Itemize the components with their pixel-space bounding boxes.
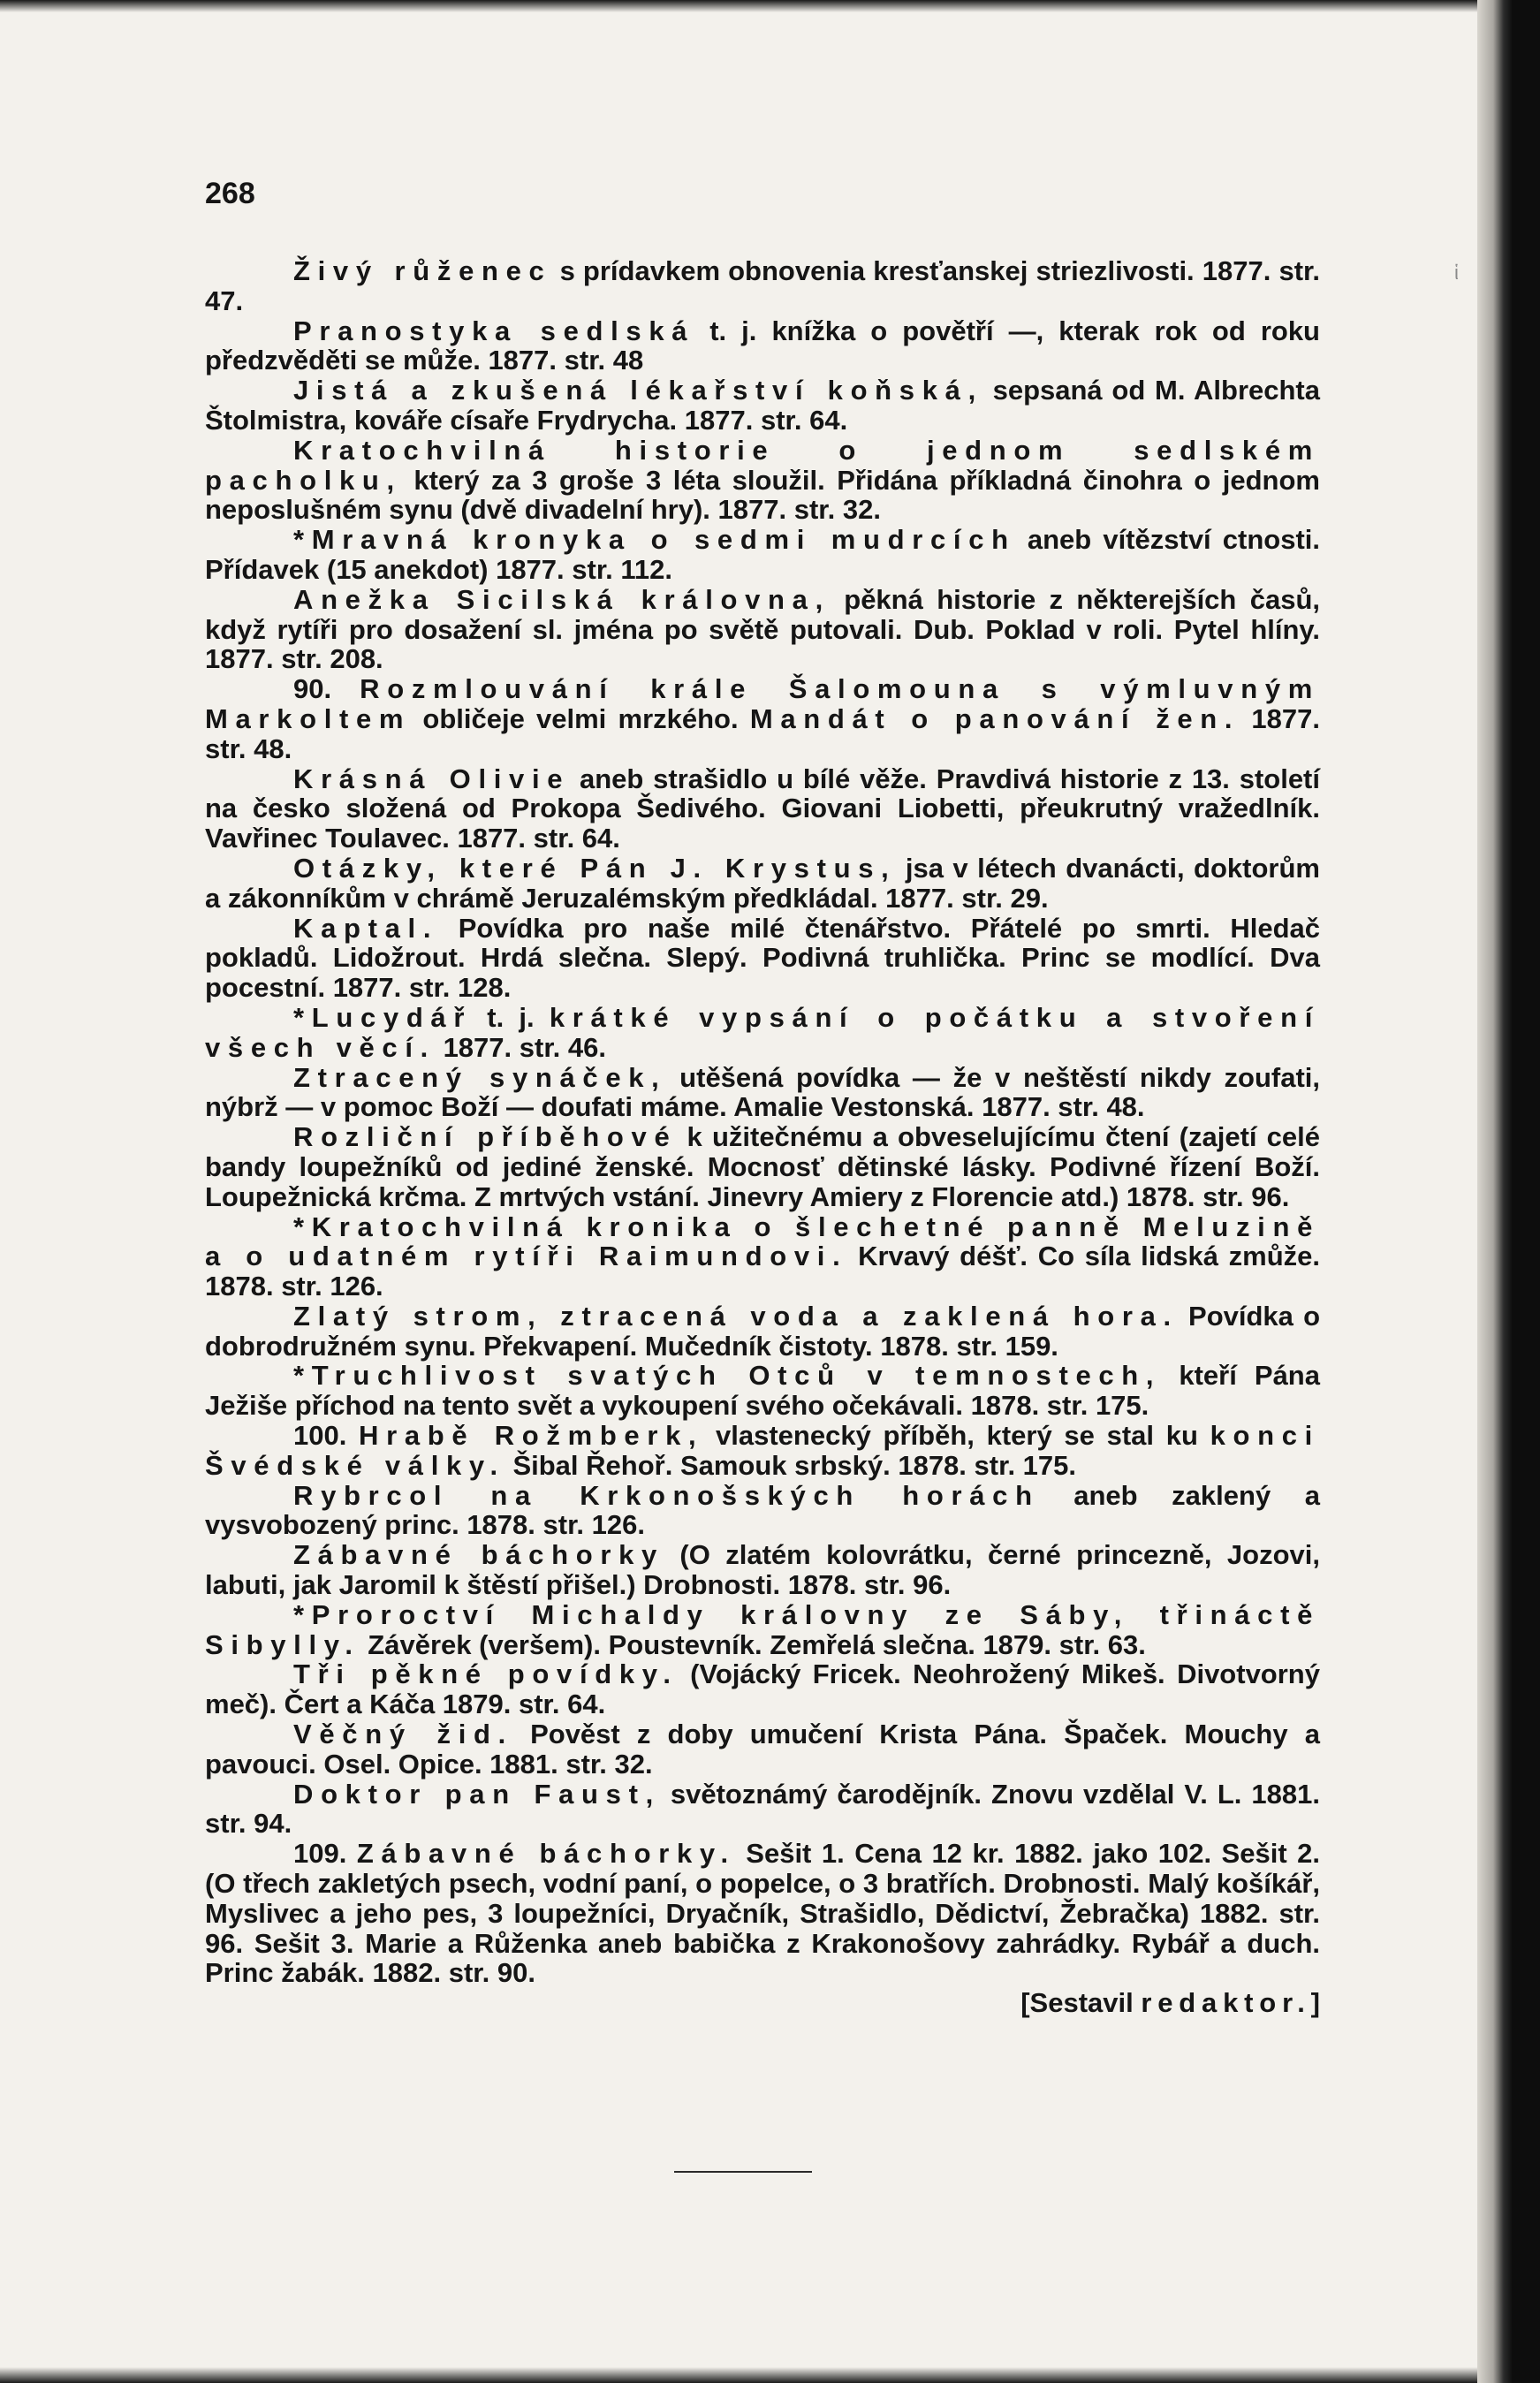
entry-title: Kaptal.: [293, 912, 439, 944]
entry-title: Živý růženec: [293, 255, 552, 286]
entry-title: Rozmlouvání krále Šalomouna s výmluvným Markoltem: [205, 673, 1320, 734]
entry-title-secondary: Mandát o panování žen.: [749, 702, 1240, 734]
list-item: [205, 1780, 1320, 1840]
list-item: [205, 1540, 1320, 1600]
entry-title: Pranostyka sedlská: [293, 315, 695, 346]
entry-title: Rybrcol na Krkonošských horách: [293, 1479, 1040, 1511]
signature-prefix: [Sestavil: [1020, 1987, 1142, 2019]
entry-title-secondary: konci Švédské války.: [205, 1420, 1320, 1481]
list-item: [205, 1600, 1320, 1660]
entry-title: Věčný žid.: [293, 1719, 513, 1750]
entry-text: (Vojácký Fricek. Neohrožený Mikeš. Divotvorný meč). Čert a Káča 1879. str. 64.: [205, 1658, 1320, 1720]
entry-title: Zábavné báchorky.: [356, 1838, 736, 1870]
list-item: [205, 1063, 1320, 1123]
entry-title: *Mravná kronyka o sedmi mudrcích: [293, 524, 1016, 556]
entry-text: t. j.: [472, 1001, 550, 1033]
entry-text: Sešit 1. Cena 12 kr. 1882. jako 102. Sešit 2. (O třech zakletých psech, vodní paní, o popelce, o 3 bratřích. Drobnosti. Malý košíkář, Myslivec a jeho pes, 3 loupežníci, Dryačník, Strašidlo, Dědictví, Žebračka) 1882. str. 96. Sešit 3. Marie a Růženka aneb babička z Krakonošovy zahrádky. Rybář a duch. Princ žabák. 1882. str. 90.: [205, 1838, 1320, 1989]
entry-text: sepsaná od M. Albrechta Štolmistra, kováře císaře Frydrycha. 1877. str. 64.: [205, 375, 1320, 436]
entry-text: s prídavkem obnovenia kresťanskej striezlivosti. 1877. str. 47.: [205, 255, 1320, 316]
entry-title: *Kratochvilná kronika o šlechetné panně Meluzině a o udatném rytíři Raimundovi.: [205, 1210, 1320, 1272]
entry-title: Doktor pan Faust,: [293, 1778, 661, 1810]
entry-text: vlastenecký příběh, který se stal ku: [703, 1420, 1210, 1452]
entry-title: Kratochvilná historie o jednom sedlském pacholku,: [205, 434, 1320, 496]
entry-title: Anežka Sicilská královna,: [293, 583, 831, 615]
entry-text: jsa v létech dvanácti, doktorům a zákonníkům v chrámě Jeruzalémským předkládal. 1877. str. 29.: [205, 852, 1320, 914]
list-item: [205, 854, 1320, 914]
entry-number: 90.: [293, 673, 360, 705]
list-item: [205, 674, 1320, 763]
entry-text: Závěrek (veršem). Poustevník. Zemřelá slečna. 1879. str. 63.: [360, 1628, 1146, 1660]
entry-title: *Lucydář: [293, 1001, 473, 1033]
entry-text: utěšená povídka — že v neštěstí nikdy zoufati, nýbrž — v pomoc Boží — doufati máme. Amalie Vestonská. 1877. str. 48.: [205, 1061, 1321, 1123]
list-item: [205, 914, 1320, 1003]
list-item: [205, 764, 1320, 854]
list-item: [205, 376, 1320, 436]
end-rule: [674, 2171, 812, 2173]
entry-text-secondary: 1877. str. 46.: [435, 1031, 606, 1063]
list-item: [205, 436, 1320, 525]
entry-text: Povídka o dobrodružném synu. Překvapení. Mučedník čistoty. 1878. str. 159.: [205, 1300, 1320, 1362]
list-item: [205, 316, 1320, 376]
list-item: [205, 1659, 1320, 1719]
list-item: [205, 256, 1320, 316]
entry-title: *Truchlivost svatých Otců v temnostech,: [293, 1360, 1162, 1392]
list-item: [205, 1122, 1320, 1211]
entry-text: kteří Pána Ježiše příchod na tento svět a vykoupení svého očekávali. 1878. str. 175.: [205, 1360, 1320, 1422]
list-item: [205, 1839, 1320, 1988]
entry-text: k užitečnému a obveselujícímu čtení (zajetí celé bandy loupežníků od jediné ženské. Mocnosť dětinské lásky. Podivné řízení Boží. Loupežnická krčma. Z mrtvých vstání. Jinevry Amiery z Florencie atd.) 1878. str. 96.: [205, 1121, 1320, 1212]
entry-number: 109.: [293, 1838, 357, 1870]
list-item: [205, 1361, 1320, 1421]
entry-title: Tři pěkné povídky.: [293, 1658, 679, 1690]
list-item: [205, 1421, 1320, 1481]
entry-number: 100.: [293, 1420, 360, 1452]
list-item: [205, 1212, 1320, 1302]
entry-text: aneb strašidlo u bílé věže. Pravdivá historie z 13. století na česko složená od Prokopa Šedivého. Giovani Liobetti, přeukrutný vražedlník. Vavřinec Toulavec. 1877. str. 64.: [205, 763, 1320, 854]
bibliography-list: [205, 256, 1320, 2018]
entry-text-secondary: 1877. str. 48.: [205, 702, 1320, 764]
signature-name: redaktor.: [1141, 1987, 1311, 2019]
entry-text: (O zlatém kolovrátku, černé princezně, Jozovi, labuti, jak Jaromil k štěstí přišel.) Drobnosti. 1878. str. 96.: [205, 1539, 1320, 1601]
entry-text: Krvavý déšť. Co síla lidská zmůže. 1878. str. 126.: [205, 1241, 1320, 1302]
entry-text: Povídka pro naše milé čtenářstvo. Přátelé po smrti. Hledač pokladů. Lidožrout. Hrdá slečna. Slepý. Podivná truhlička. Princ se modlící. Dva pocestní. 1877. str. 128.: [205, 912, 1320, 1004]
list-item: [205, 525, 1320, 585]
entry-text: aneb vítězství ctnosti. Přídavek (15 anekdot) 1877. str. 112.: [205, 524, 1320, 585]
scan-edge-top: [0, 0, 1477, 12]
entry-title-secondary: krátké vypsání o počátku a stvoření všech věcí.: [205, 1001, 1321, 1063]
entry-title: Otázky, které Pán J. Krystus,: [293, 852, 897, 884]
list-item: [205, 1003, 1320, 1063]
book-spine-edge: [1477, 0, 1540, 2383]
entry-text: který za 3 groše 3 léta sloužil. Přidána příkladná činohra o jednom neposlušném synu (dvě divadelní hry). 1877. str. 32.: [205, 464, 1320, 526]
editor-signature: [205, 1988, 1320, 2018]
margin-mark: ἱ: [1454, 262, 1459, 284]
signature-suffix: ]: [1310, 1987, 1320, 2019]
scan-edge-bottom: [0, 2367, 1477, 2383]
entry-title: Jistá a zkušená lékařství koňská,: [293, 375, 983, 406]
entry-text: světoznámý čarodějník. Znovu vzdělal V. L. 1881. str. 94.: [205, 1778, 1320, 1840]
entry-text: aneb zaklený a vysvobozený princ. 1878. str. 126.: [205, 1479, 1320, 1541]
entry-title: Hrabě Rožmberk,: [359, 1420, 704, 1452]
list-item: [205, 1719, 1320, 1780]
entry-title: Krásná Olivie: [293, 763, 571, 794]
list-item: [205, 1302, 1320, 1362]
entry-title: *Proroctví Michaldy královny ze Sáby, třináctě Sibylly.: [205, 1598, 1320, 1660]
list-item: [205, 585, 1320, 674]
entry-text: Pověst z doby umučení Krista Pána. Špaček. Mouchy a pavouci. Osel. Opice. 1881. str. 32.: [205, 1719, 1320, 1780]
list-item: [205, 1481, 1320, 1541]
entry-text-secondary: Šibal Řehoř. Samouk srbský. 1878. str. 175.: [504, 1449, 1076, 1481]
entry-title: Zábavné báchorky: [293, 1539, 664, 1571]
entry-title: Ztracený synáček,: [293, 1061, 667, 1093]
entry-text: pěkná historie z některejších časů, když rytíři pro dosažení sl. jména po světě putovali. Dub. Poklad v roli. Pytel hlíny. 1877. str. 208.: [205, 583, 1320, 675]
entry-text: t. j. knížka o povětří —, kterak rok od roku předzvěděti se může. 1877. str. 48: [205, 315, 1320, 376]
page-number: 268: [205, 177, 255, 210]
entry-title: Rozliční příběhové: [293, 1121, 678, 1153]
entry-title: Zlatý strom, ztracená voda a zaklená hora.: [293, 1300, 1179, 1332]
entry-text: obličeje velmi mrzkého.: [411, 702, 750, 734]
